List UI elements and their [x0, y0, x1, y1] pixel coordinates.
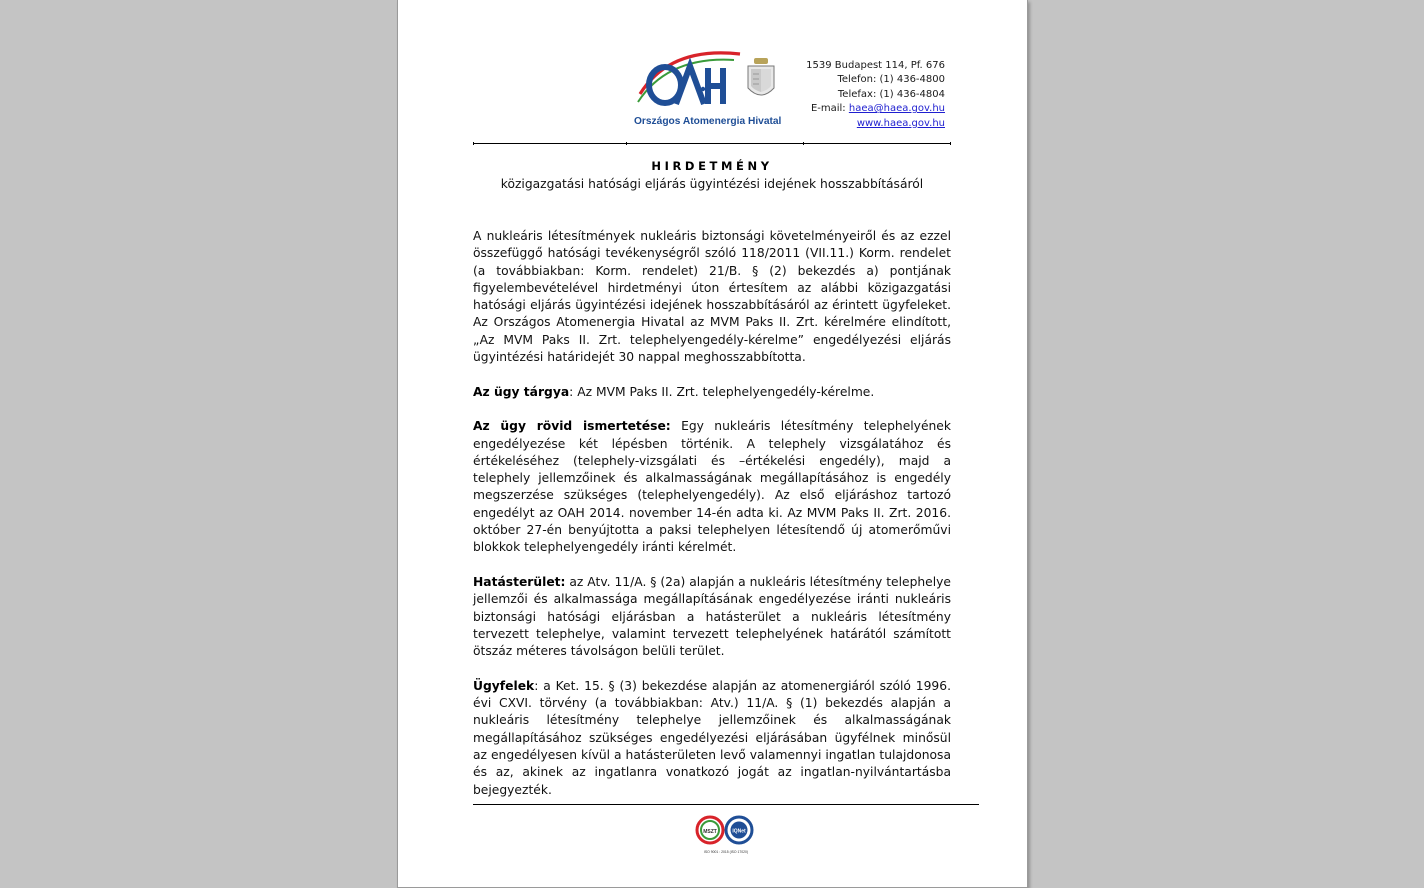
mszt-cert-icon — [697, 817, 723, 843]
document-body — [473, 228, 951, 816]
section-label: Az ügy rövid ismertetése: — [473, 419, 671, 434]
section-summary — [473, 418, 951, 556]
coat-of-arms-icon — [748, 58, 774, 95]
section-label: Az ügy tárgya — [473, 384, 570, 399]
contact-block — [788, 59, 945, 131]
contact-website-link[interactable]: www.haea.gov.hu — [856, 117, 945, 129]
iqnet-cert-icon — [726, 817, 752, 843]
svg-text:Országos Atomenergia Hivatal: Országos Atomenergia Hivatal — [634, 116, 782, 127]
footer-divider — [473, 804, 979, 805]
section-text: Egy nukleáris létesítmény telephelyének engedélyezése két lépésben történik. A telephely vizsgálatához és értékeléséhez (telephely-vizsgálati és –értékelési engedély), majd a telephely jellemzőinek és alkalmasságának megállapításához is engedély megszerzése szükséges (telephelyengedély). Az első eljáráshoz tartozó engedélyt az OAH 2014. november 14-én adta ki. Az MVM Paks II. Zrt. 2016. október 27-én benyújtotta a paksi telephelyen létesítendő új atomerőművi blokkok telephelyengedély iránti kérelmét. — [473, 419, 951, 555]
contact-website-row — [788, 117, 945, 131]
section-label: Hatásterület: — [473, 574, 566, 589]
svg-text:MSZT: MSZT — [703, 829, 717, 835]
svg-text:ISO 9001 : 2015 (ISO 17020): ISO 9001 : 2015 (ISO 17020) — [703, 850, 749, 854]
oah-logo — [630, 44, 790, 130]
document-page — [397, 0, 1028, 888]
contact-address: 1539 Budapest 114, Pf. 676 — [806, 60, 945, 71]
certification-logos — [694, 812, 758, 856]
document-subtitle: közigazgatási hatósági eljárás ügyintézési idejének hosszabbításáról — [500, 177, 924, 191]
contact-phone: Telefon: (1) 436-4800 — [837, 74, 945, 86]
document-title: HIRDETMÉNY — [651, 159, 773, 173]
contact-email-link[interactable]: haea@haea.gov.hu — [848, 103, 945, 115]
section-clients — [473, 678, 951, 799]
contact-email-row — [788, 102, 945, 116]
section-label: Ügyfelek — [473, 678, 535, 693]
svg-text:IQNet: IQNet — [732, 828, 746, 835]
section-impact-area — [473, 574, 951, 660]
section-text: : a Ket. 15. § (3) bekezdése alapján az atomenergiáról szóló 1996. évi CXVI. törvény (a továbbiakban: Atv.) 11/A. § (1) bekezdés alapján a nukleáris létesítmény telephelye jellemzőinek és alkalmasságának megállapításához szükséges engedélyezési eljárásában ügyfélnek minősül az engedélyesen kívül a hatásterületen levő valamennyi ingatlan tulajdonosa és az, akinek az ingatlanra vonatkozó jogát az ingatlan-nyilvántartásba bejegyezték. — [473, 678, 951, 797]
section-text: : Az MVM Paks II. Zrt. telephelyengedély-kérelme. — [569, 384, 875, 399]
contact-fax: Telefax: (1) 436-4804 — [837, 88, 945, 100]
header-divider — [473, 143, 951, 144]
section-subject — [473, 384, 951, 401]
section-text: az Atv. 11/A. § (2a) alapján a nukleáris létesítmény telephelye jellemzői és alkalmassága megállapításának engedélyezése iránti nukleáris biztonsági hatósági eljárásban a hatásterület a nukleáris létesítmény tervezett telephelye, valamint tervezett telephelyének határától számított ötszáz méteres távolságon belüli terület. — [473, 574, 951, 659]
intro-paragraph: A nukleáris létesítmények nukleáris biztonsági követelményeiről és az ezzel összefüggő hatósági tevékenységről szóló 118/2011 (VII.11.) Korm. rendelet (a továbbiakban: Korm. rendelet) 21/B. § (2) bekezdés a) pontjának figyelembevételével hirdetményi úton értesítem az alábbi közigazgatási hatósági eljárás ügyintézési idejének hosszabbításáról az érintett ügyfeleket. Az Országos Atomenergia Hivatal az MVM Paks II. Zrt. kérelmére elindított, „Az MVM Paks II. Zrt. telephelyengedély-kérelme” engedélyezési eljárás ügyintézési határidejét 30 nappal meghosszabbította. — [473, 229, 951, 365]
contact-email-label: E-mail: — [810, 103, 849, 115]
